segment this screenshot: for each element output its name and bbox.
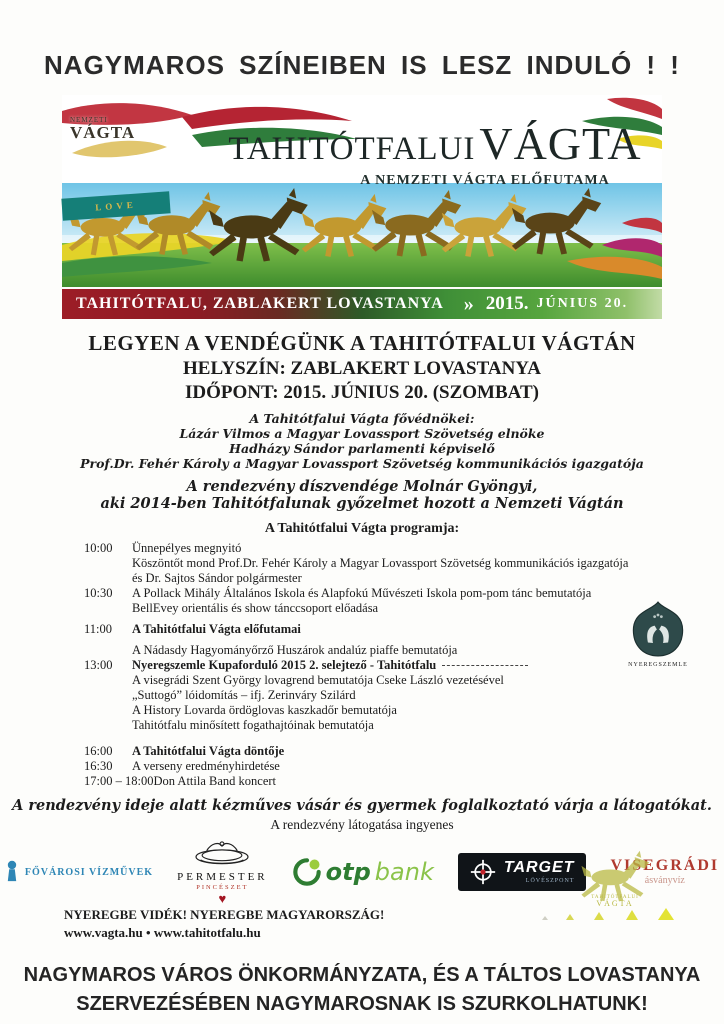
craft-fair-note: A rendezvény ideje alatt kézműves vásár és gyermek foglalkoztató várja a látogatókat. [12,797,712,814]
program-text: A verseny eredményhirdetése [132,759,280,773]
program-text: Nyeregszemle Kupaforduló 2015 2. selejtező - Tahitótfalu [132,658,437,672]
chevrons-icon: » [463,292,474,315]
program-text: „Suttogó” lóidomítás – ifj. Zerinváry Szilárd [132,688,356,702]
heart-icon: ♥ [218,890,227,906]
otp-wordmark: otp [325,858,371,886]
venue-strip-text: TAHITÓTFALU, ZABLAKERT LOVASTANYA [76,295,444,312]
notes-section [0,797,724,833]
horse-heads-badge-icon [630,601,686,657]
program-text: A visegrádi Szent György lovagrend bemutatója Cseke László vezetésével [132,673,504,687]
program-text: A Nádasdy Hagyományőrző Huszárok andalúz piaffe bemutatója [132,643,458,657]
program-text: BellEvey orientális és show tánccsoport előadása [132,601,379,615]
patron-line: Prof.Dr. Fehér Károly a Magyar Lovassport Szövetség kommunikációs igazgatója [80,456,644,471]
guest-of-honor-section [0,478,724,512]
program-heading: A Tahitótfalui Vágta programja: [264,521,460,536]
triangle-decoration [542,908,674,920]
water-tower-icon [5,857,19,887]
program-text: A History Lovarda ördöglovas kaszkadőr bemutatója [132,703,397,717]
patrons-section [0,411,724,471]
program-section [0,521,724,789]
watermark-horse-icon [540,850,690,922]
nyeregszemle-logo [626,601,690,668]
program-text: A Tahitótfalui Vágta döntője [132,744,285,758]
program-time: 17:00 – 18:00 [84,774,154,788]
sponsor-otpbank [292,857,434,887]
target-subtitle: LÖVÉSZPONT [525,878,575,884]
program-time: 16:30 [84,759,113,773]
program-text: és Dr. Sajtos Sándor polgármester [132,571,302,585]
target-name: TARGET [503,859,575,876]
program-time: 13:00 [84,658,113,672]
bottom-announcement [0,961,724,1019]
program-row [84,774,694,789]
program-row [84,601,694,616]
crest-icon [189,840,255,866]
program-text: Köszöntőt mond Prof.Dr. Fehér Károly a Magyar Lovassport Szövetség kommunikációs igazgatója [132,556,629,570]
nemzeti-vagta-logo-small: NEMZETI [70,116,108,124]
tahitotfalu-url: www.tahitotfalu.hu [153,925,261,940]
program-row [84,586,694,601]
program-row [84,622,694,637]
bottom-line-2: SZERVEZÉSÉBEN NAGYMAROSNAK IS SZURKOLHATUNK! [76,993,648,1015]
program-text: A Tahitótfalui Vágta előfutamai [132,622,301,636]
crosshair-icon [470,859,496,885]
top-headline: NAGYMAROS SZÍNEIBEN IS LESZ INDULÓ ! ! [44,50,680,80]
bullet-separator: • [146,925,151,940]
vagta-watermark-logo [540,850,690,927]
banner-title [212,117,658,170]
watermark-line-1: TAHITÓTFALUI [591,895,639,900]
invite-heading: LEGYEN A VENDÉGÜNK A TAHITÓTFALUI VÁGTÁN [88,331,636,355]
otp-bank-wordmark: bank [374,858,434,886]
program-text: Tahitótfalu minősített fogathajtóinak bemutatója [132,718,374,732]
free-admission-note: A rendezvény látogatása ingyenes [270,817,454,832]
venue-strip-year: 2015. [485,293,529,314]
program-text: Don Attila Band koncert [153,774,276,788]
permester-subtitle: PINCÉSZET [196,884,249,892]
visegradi-subtitle: ásványvíz [644,875,685,886]
program-row [84,643,694,658]
banner-title-small: TAHITÓTFALUI [228,131,476,167]
program-time: 16:00 [84,744,113,758]
program-row [84,759,694,774]
bottom-line-1: NAGYMAROS VÁROS ÖNKORMÁNYZATA, ÉS A TÁLTOS LOVASTANYA [23,964,701,986]
venue-strip-date: JÚNIUS 20. [536,296,629,311]
program-time: 11:00 [84,622,113,636]
venue-line: HELYSZÍN: ZABLAKERT LOVASTANYA [183,358,541,379]
event-banner [62,95,662,319]
visegradi-name: VISEGRÁDI [610,857,720,874]
nyeregszemle-label: NYEREGSZEMLE [628,662,688,668]
program-row [84,744,694,759]
sponsor-vizmuvek [5,857,153,887]
program-text: A Pollack Mihály Általános Iskola és Alapfokú Művészeti Iskola pom-pom tánc bemutatója [132,586,592,600]
program-time: 10:30 [84,586,113,600]
banner-artwork [62,95,662,287]
watermark-line-2: VÁGTA [596,899,634,908]
permester-name: PERMESTER [177,871,268,884]
otp-circle-icon [292,857,322,887]
banner-title-big: VÁGTA [479,118,642,169]
footer-slogan: NYEREGBE VIDÉK! NYEREGBE MAGYARORSZÁG! [64,907,385,922]
venue-strip [62,289,662,319]
invite-section [0,331,724,404]
program-row [84,658,694,673]
patron-line: Hadházy Sándor parlamenti képviselő [229,441,495,456]
program-rows [0,541,724,789]
program-row [84,541,694,556]
sponsor-permester [177,840,268,904]
vagta-url: www.vagta.hu [64,925,143,940]
program-row [84,556,694,571]
program-row [84,688,694,703]
program-text: Ünnepélyes megnyitó [132,541,242,555]
banner-subtitle: A NEMZETI VÁGTA ELŐFUTAMA [360,173,610,188]
program-row [84,718,694,733]
program-row [84,673,694,688]
program-row [84,703,694,718]
vizmuvek-label: FŐVÁROSI VÍZMŰVEK [24,866,154,878]
dashed-leader-line [442,665,528,666]
love-ribbon-text: LOVE [94,199,138,213]
footer-urls [64,925,724,941]
nemzeti-vagta-logo [70,117,135,141]
program-time: 10:00 [84,541,113,555]
patrons-heading: A Tahitótfalui Vágta fővédnökei: [249,411,475,426]
nemzeti-vagta-logo-big: VÁGTA [70,123,136,142]
patron-line: Lázár Vilmos a Magyar Lovassport Szövetség elnöke [179,426,545,441]
date-line: IDŐPONT: 2015. JÚNIUS 20. (SZOMBAT) [185,382,539,403]
guest-line-2: aki 2014-ben Tahitótfalunak győzelmet hozott a Nemzeti Vágtán [100,495,624,512]
program-row [84,571,694,586]
guest-line-1: A rendezvény díszvendége Molnár Gyöngyi, [186,478,538,495]
